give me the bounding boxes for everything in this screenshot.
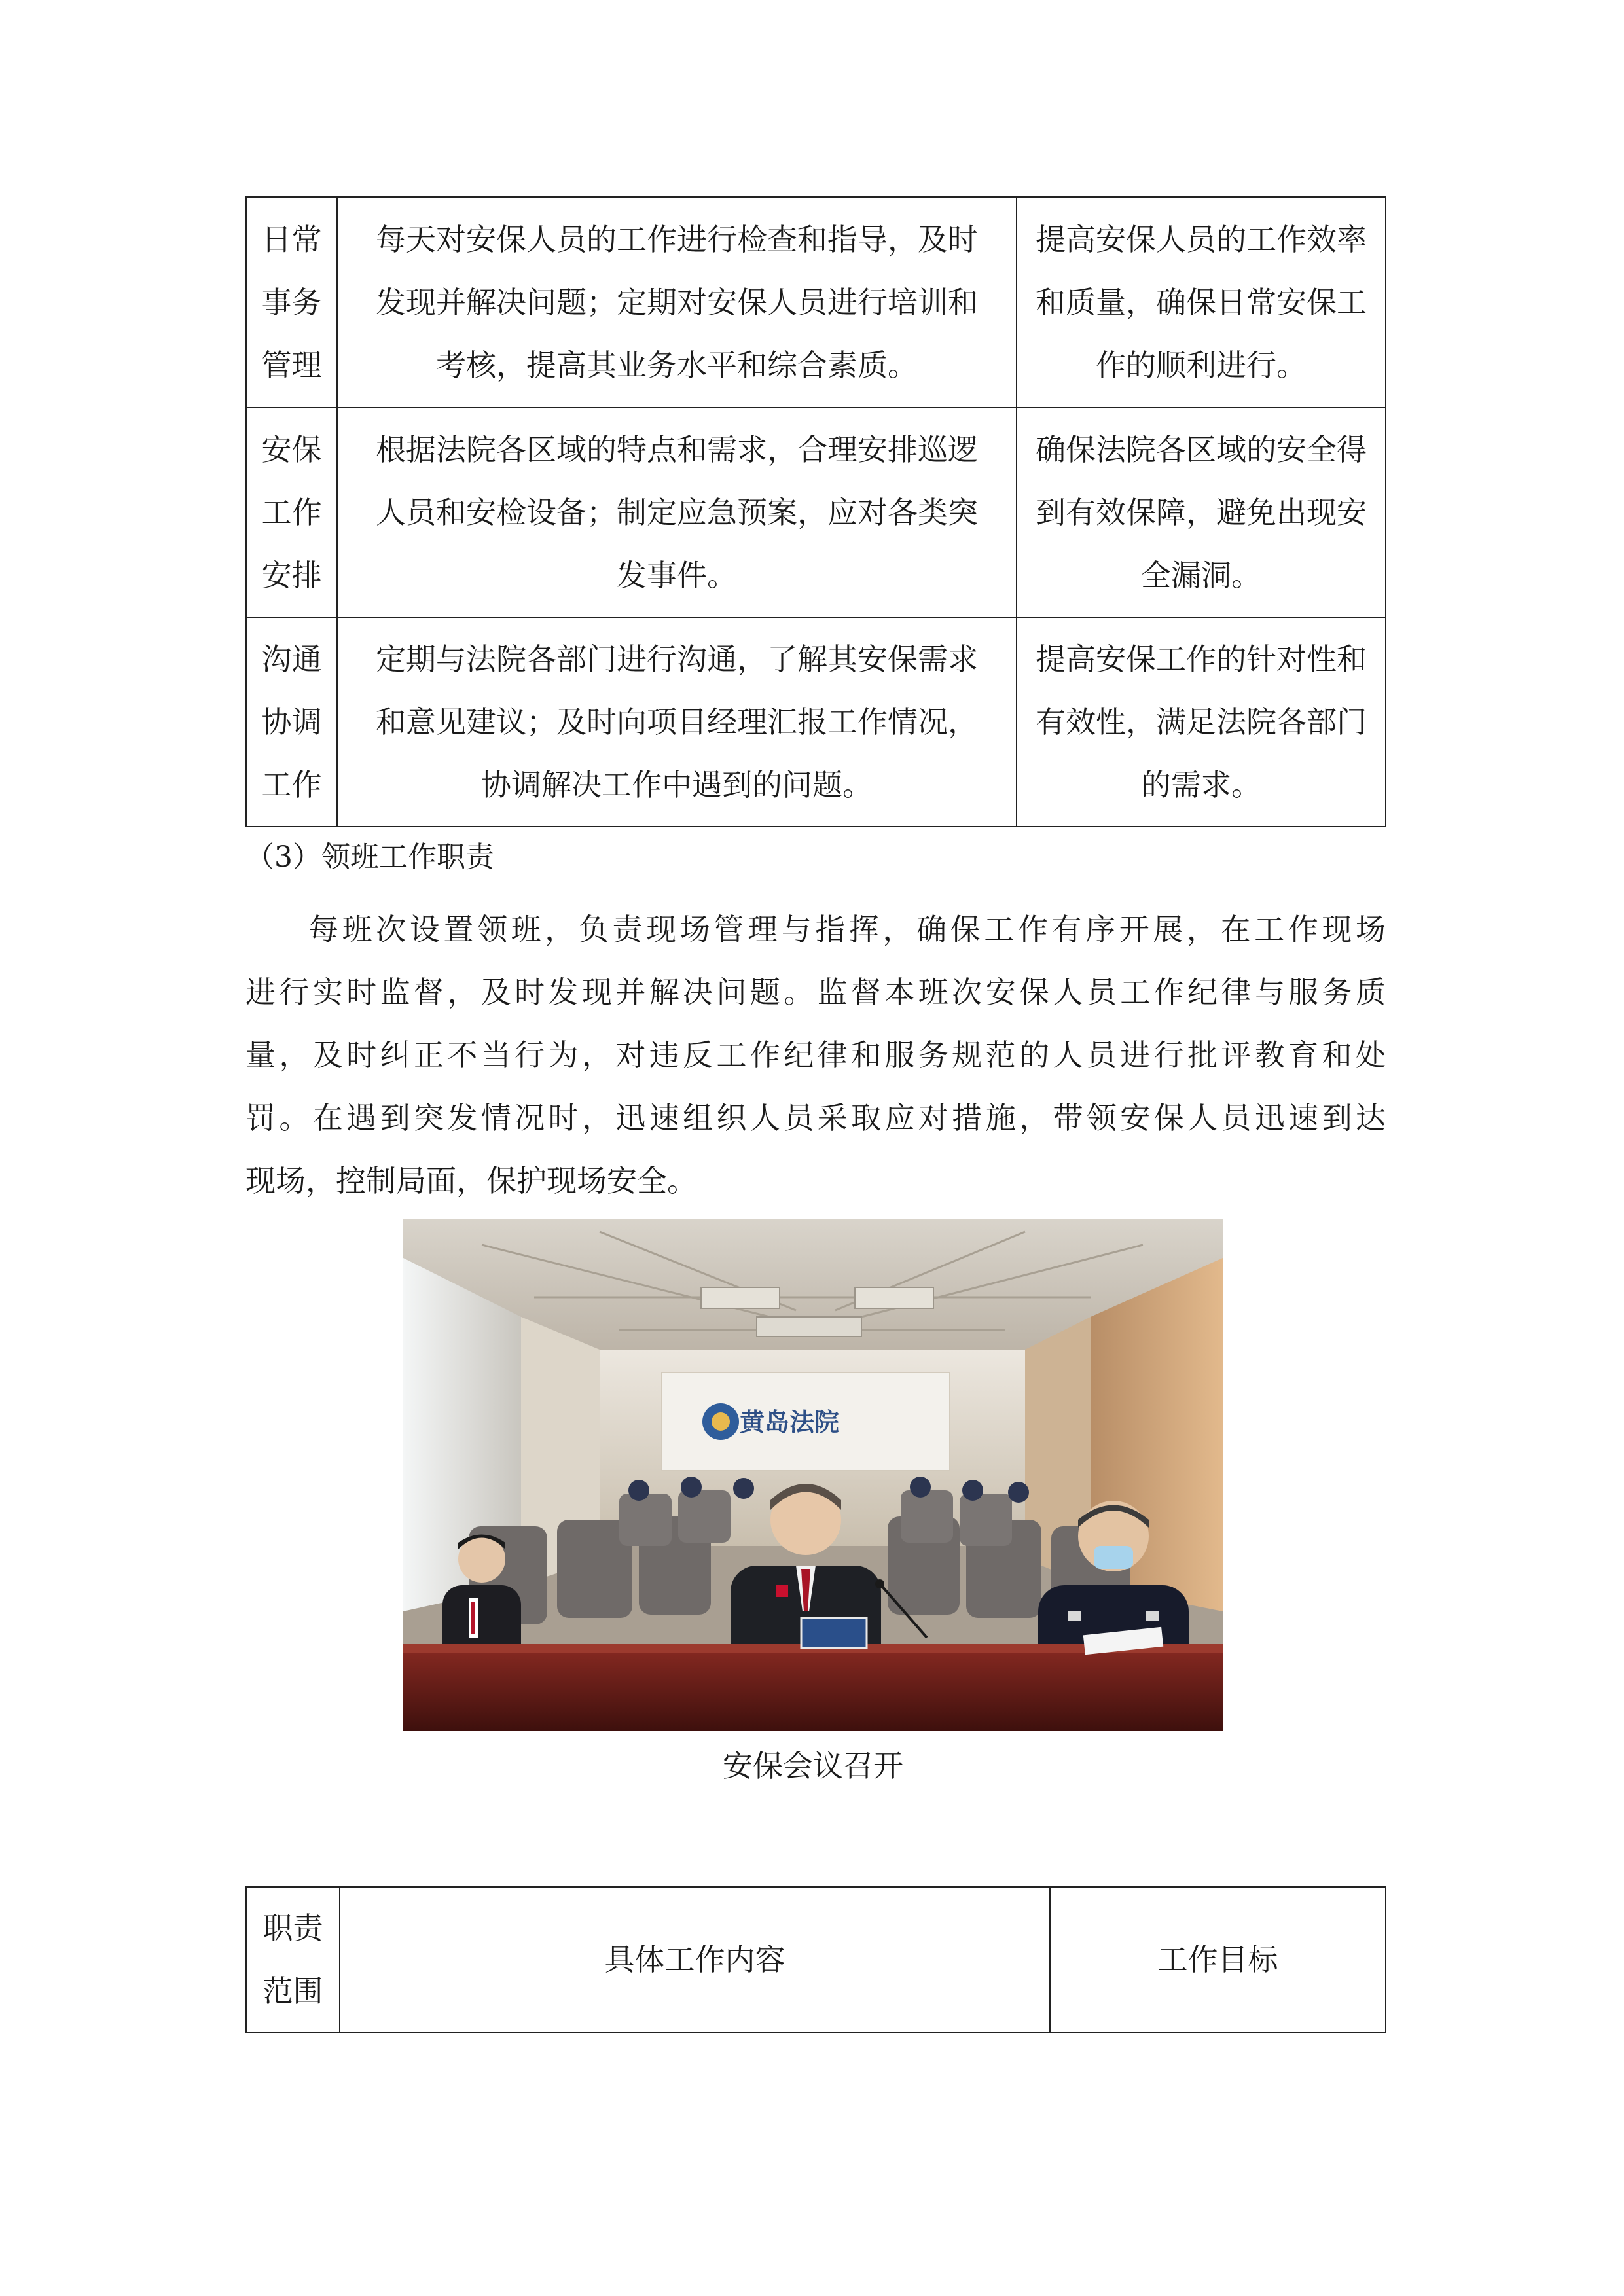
category-cell	[246, 617, 337, 827]
category-text: 工作	[261, 495, 322, 530]
table-row	[246, 408, 1386, 617]
header-goal-cell: 工作目标	[1050, 1887, 1386, 2032]
table-row	[246, 617, 1386, 827]
section-heading: （3）领班工作职责	[245, 840, 494, 874]
header-scope-text: 范围	[262, 1973, 323, 2009]
duties-header-table	[245, 1886, 1386, 2033]
table-header-row	[246, 1887, 1386, 2032]
category-text: 工作	[261, 767, 322, 802]
category-text: 安保	[261, 432, 322, 467]
goal-text: 确保法院各区域的安全得	[1036, 432, 1367, 467]
category-text: 事务	[261, 285, 322, 320]
header-content-cell: 具体工作内容	[340, 1887, 1050, 2032]
content-text: 协调解决工作中遇到的问题。	[481, 767, 873, 802]
duties-table	[245, 196, 1386, 827]
content-text: 每天对安保人员的工作进行检查和指导，及时	[376, 222, 978, 257]
wall-sign-text: 黄岛法院	[739, 1408, 840, 1437]
paragraph-line: 量，及时纠正不当行为，对违反工作纪律和服务规范的人员进行批评教育和处	[245, 1037, 1386, 1073]
paragraph-line: 现场，控制局面，保护现场安全。	[245, 1163, 697, 1198]
content-text: 考核，提高其业务水平和综合素质。	[436, 348, 918, 383]
goal-cell	[1017, 197, 1386, 408]
content-text: 定期与法院各部门进行沟通，了解其安保需求	[376, 641, 978, 677]
photo-caption: 安保会议召开	[723, 1748, 903, 1784]
paragraph-line: 进行实时监督，及时发现并解决问题。监督本班次安保人员工作纪律与服务质	[245, 975, 1386, 1010]
goal-text: 到有效保障，避免出现安	[1036, 495, 1367, 530]
category-text: 协调	[261, 704, 322, 740]
goal-text: 提高安保人员的工作效率	[1036, 222, 1367, 257]
paragraph-line: 罚。在遇到突发情况时，迅速组织人员采取应对措施，带领安保人员迅速到达	[245, 1100, 1386, 1136]
category-text: 管理	[261, 348, 322, 383]
content-text: 根据法院各区域的特点和需求，合理安排巡逻	[376, 432, 978, 467]
goal-text: 提高安保工作的针对性和	[1036, 641, 1367, 677]
content-text: 人员和安检设备；制定应急预案，应对各类突	[376, 495, 978, 530]
category-text: 安排	[261, 558, 322, 593]
conference-desk	[403, 1644, 1223, 1731]
goal-text: 有效性，满足法院各部门	[1036, 704, 1367, 740]
category-text: 日常	[261, 222, 322, 257]
header-scope-cell	[246, 1887, 340, 2032]
category-text: 沟通	[261, 641, 322, 677]
header-scope-text: 职责	[262, 1910, 323, 1946]
goal-text: 的需求。	[1141, 767, 1261, 802]
name-plate	[801, 1618, 867, 1648]
content-cell	[337, 617, 1017, 827]
content-cell	[337, 408, 1017, 617]
content-cell	[337, 197, 1017, 408]
content-text: 发事件。	[617, 558, 737, 593]
content-text: 发现并解决问题；定期对安保人员进行培训和	[376, 285, 978, 320]
category-cell	[246, 408, 337, 617]
goal-cell	[1017, 617, 1386, 827]
table-row	[246, 197, 1386, 408]
goal-text: 和质量，确保日常安保工	[1036, 285, 1367, 320]
content-text: 和意见建议；及时向项目经理汇报工作情况，	[376, 704, 978, 740]
goal-text: 作的顺利进行。	[1096, 348, 1307, 383]
category-cell	[246, 197, 337, 408]
goal-text: 全漏洞。	[1141, 558, 1261, 593]
meeting-photo	[403, 1219, 1223, 1731]
paragraph-line: 每班次设置领班，负责现场管理与指挥，确保工作有序开展，在工作现场	[308, 912, 1386, 947]
body-paragraph	[245, 898, 1386, 1212]
goal-cell	[1017, 408, 1386, 617]
